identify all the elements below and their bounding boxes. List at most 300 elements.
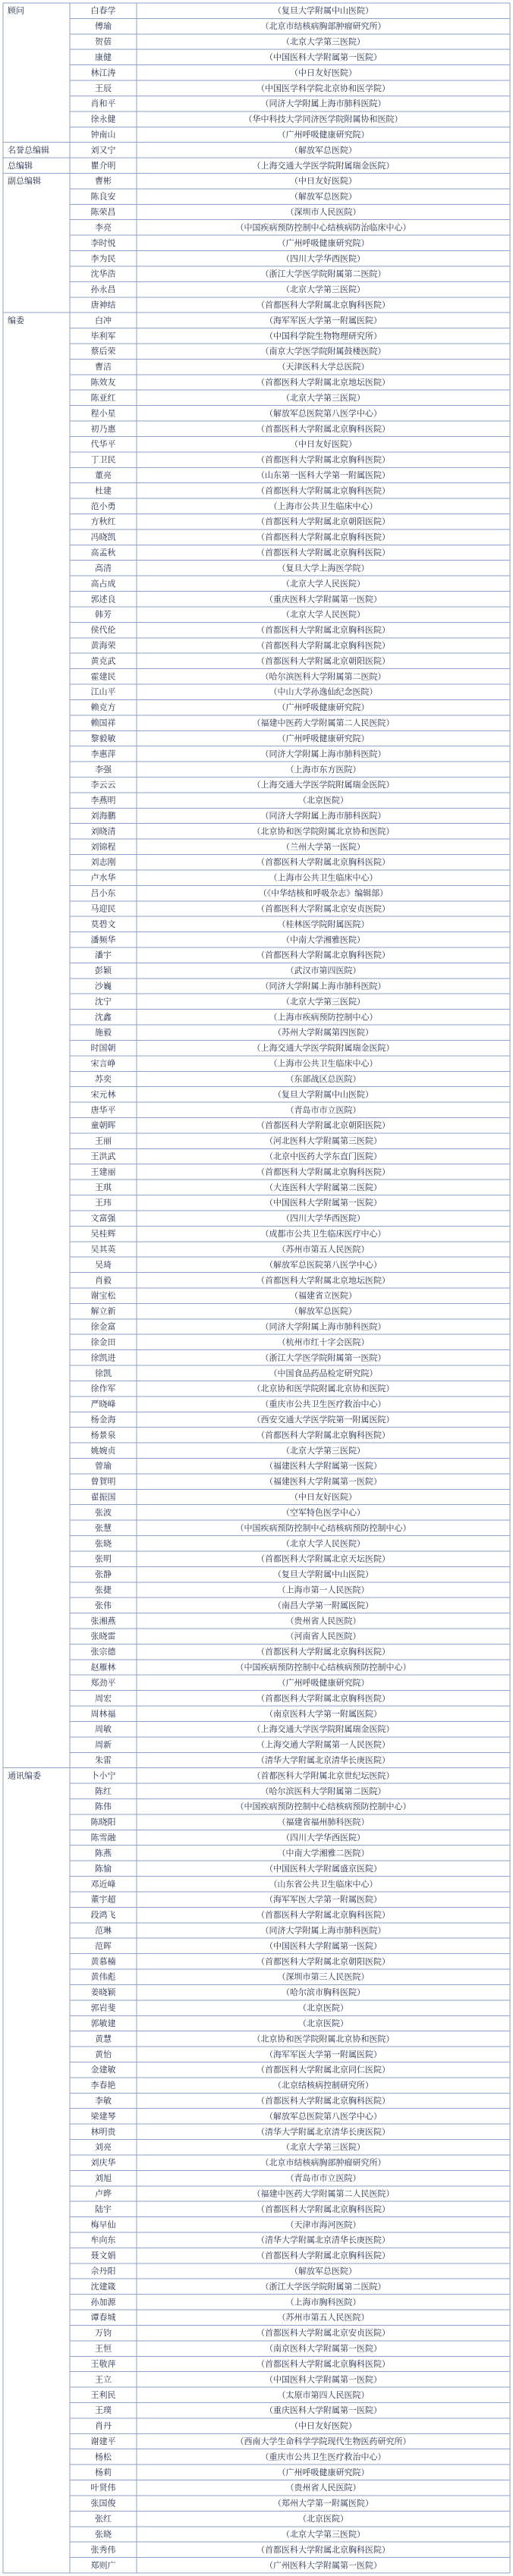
- member-name: 沙巍: [95, 981, 112, 991]
- member-name: 翟振国: [90, 1492, 116, 1503]
- member-name: 代华平: [90, 439, 116, 450]
- member-name: 曹彬: [95, 176, 112, 187]
- member-affiliation: （北京大学第三医院）: [282, 392, 365, 403]
- member-affiliation: （重庆医科大学附属第一医院）: [265, 2405, 382, 2416]
- member-name: 白春学: [90, 5, 116, 16]
- member-name: 范晖: [95, 1940, 112, 1951]
- member-affiliation: （解放军总医院）: [290, 1306, 357, 1317]
- member-name: 刘海鹏: [90, 811, 116, 821]
- member-affiliation: （中南大学湘雅二医院）: [277, 1848, 370, 1858]
- member-affiliation: （首都医科大学附属北京胸科医院）: [256, 1647, 390, 1657]
- member-name: 肖和平: [90, 99, 116, 109]
- member-name: 黎毅敏: [90, 733, 116, 743]
- member-name: 卜小宁: [90, 1770, 116, 1781]
- member-name: 施毅: [95, 1027, 112, 1038]
- section-role-label: 总编辑: [8, 160, 33, 171]
- member-name: 李强: [95, 764, 112, 774]
- member-name: 周林福: [90, 1708, 116, 1719]
- member-name: 马迎民: [90, 903, 116, 914]
- member-affiliation: （郑州大学第一附属医院）: [273, 2498, 373, 2508]
- member-name: 刘锦程: [90, 841, 116, 852]
- member-affiliation: （首都医科大学附属北京胸科医院）: [256, 2096, 390, 2106]
- member-name: 张明: [95, 1553, 112, 1564]
- member-name: 林江涛: [90, 68, 116, 78]
- member-name: 姜晓颖: [90, 1987, 116, 1998]
- member-affiliation: （北京中医药大学东直门医院）: [265, 1151, 382, 1162]
- member-name: 王丽: [95, 1136, 112, 1146]
- member-name: 黄克武: [90, 655, 116, 666]
- member-name: 徐凯: [95, 1368, 112, 1378]
- member-affiliation: （北京大学第三医院）: [282, 2142, 365, 2153]
- member-name: 万钧: [95, 2328, 112, 2339]
- member-name: 梁建琴: [90, 2111, 116, 2122]
- member-affiliation: （首都医科大学附属北京胸科医院）: [256, 1167, 390, 1177]
- member-name: 宋元林: [90, 1089, 116, 1100]
- member-affiliation: （广州呼吸健康研究院）: [277, 733, 370, 743]
- member-affiliation: （苏州大学附属第四医院）: [273, 1027, 373, 1038]
- member-affiliation: （上海市第一人民医院）: [277, 1585, 370, 1595]
- member-affiliation: （四川大学华西医院）: [282, 253, 365, 264]
- member-affiliation: （首都医科大学附属北京胸科医院）: [256, 2544, 390, 2555]
- member-name: 周宏: [95, 1693, 112, 1704]
- member-affiliation: （天津市海河医院）: [285, 2219, 361, 2230]
- member-affiliation: （天津医科大学总医院）: [277, 362, 370, 372]
- member-affiliation: （中国疾病预防控制中心结核病预防控制中心）: [235, 1662, 411, 1673]
- member-affiliation: （河南省人民医院）: [285, 1631, 361, 1641]
- member-name: 陈雪融: [90, 1833, 116, 1843]
- member-affiliation: （中国医科大学附属第一医院）: [265, 52, 382, 62]
- member-affiliation: （青岛市市立医院）: [285, 2173, 361, 2184]
- member-affiliation: （上海市公共卫生临床中心）: [269, 1058, 378, 1069]
- member-name: 刘又宁: [90, 145, 116, 156]
- member-affiliation: （首都医科大学附属北京胸科医院）: [256, 2251, 390, 2261]
- member-name: 刘晓清: [90, 826, 116, 837]
- member-affiliation: （首都医科大学附属北京朝阳医院）: [256, 517, 390, 527]
- member-affiliation: （首都医科大学附属北京胸科医院）: [256, 857, 390, 868]
- member-name: 肖毅: [95, 1275, 112, 1286]
- member-name: 文富强: [90, 1213, 116, 1224]
- member-affiliation: （哈尔滨医科大学附属第二医院）: [260, 671, 386, 682]
- member-name: 霍建民: [90, 671, 116, 682]
- member-name: 徐作军: [90, 1384, 116, 1394]
- member-affiliation: （中国医科大学附属第一医院）: [265, 1940, 382, 1951]
- member-affiliation: （广州医科大学附属第一医院）: [265, 2560, 382, 2571]
- member-affiliation: （兰州大学第一医院）: [282, 841, 365, 852]
- member-name: 郭述良: [90, 594, 116, 605]
- member-affiliation: （北京大学第三医院）: [282, 2529, 365, 2540]
- member-name: 陈红: [95, 1786, 112, 1796]
- member-affiliation: （首都医科大学附属北京地坛医院）: [256, 1275, 390, 1286]
- member-affiliation: （上海市公共卫生临床中心）: [269, 872, 378, 883]
- member-affiliation: （北京大学人民医院）: [282, 609, 365, 620]
- member-name: 李敏: [95, 2096, 112, 2106]
- member-name: 张国俊: [90, 2498, 116, 2508]
- member-name: 张伟: [95, 1600, 112, 1610]
- member-affiliation: （北京大学人民医院）: [282, 578, 365, 589]
- member-name: 王利民: [90, 2389, 116, 2400]
- member-name: 张捷: [95, 1585, 112, 1595]
- member-affiliation: （上海交通大学医学院附属瑞金医院）: [252, 1043, 395, 1054]
- member-affiliation: （首都医科大学附属北京胸科医院）: [256, 454, 390, 465]
- member-affiliation: （中国食品药品检定研究院）: [269, 1368, 378, 1378]
- section-role-label: 编委: [8, 315, 24, 325]
- member-name: 叶贤伟: [90, 2483, 116, 2493]
- member-affiliation: （贵州省人民医院）: [285, 1616, 361, 1626]
- member-name: 莫碧文: [90, 919, 116, 929]
- member-affiliation: （广州呼吸健康研究院）: [277, 702, 370, 713]
- member-affiliation: （北京市结核病胸部肿瘤研究所）: [260, 2157, 386, 2168]
- member-affiliation: （首都医科大学附属北京朝阳医院）: [256, 1956, 390, 1967]
- member-affiliation: （清华大学附属北京清华长庚医院）: [256, 1755, 390, 1765]
- member-affiliation: （福建省福州肺科医院）: [277, 1817, 370, 1827]
- member-affiliation: （首都医科大学附属北京朝阳医院）: [256, 1120, 390, 1131]
- member-affiliation: （福建省立医院）: [290, 1290, 357, 1301]
- member-name: 孙加源: [90, 2297, 116, 2307]
- member-name: 张秀伟: [90, 2544, 116, 2555]
- member-affiliation: （西南大学生命科学学院现代生物医药研究所）: [235, 2436, 411, 2447]
- member-affiliation: （南昌大学第一附属医院）: [273, 1600, 373, 1610]
- member-name: 彭颖: [95, 966, 112, 976]
- member-name: 刘旭: [95, 2173, 112, 2184]
- section-role-label: 通讯编委: [8, 1770, 41, 1781]
- member-affiliation: （深圳市第三人民医院）: [277, 1971, 370, 1982]
- member-affiliation: （重庆市公共卫生医疗救治中心）: [260, 1399, 386, 1409]
- member-affiliation: （哈尔滨市胸科医院）: [282, 1987, 365, 1998]
- member-affiliation: （北京医院）: [298, 2514, 348, 2524]
- member-affiliation: （北京医院）: [298, 2018, 348, 2028]
- member-name: 康健: [95, 52, 112, 62]
- member-affiliation: （空军特色医学中心）: [282, 1507, 365, 1518]
- member-name: 张宗德: [90, 1647, 116, 1657]
- member-affiliation: （北京大学人民医院）: [282, 1538, 365, 1549]
- member-affiliation: （哈尔滨医科大学附属第二医院）: [260, 1786, 386, 1796]
- member-affiliation: （贵州省人民医院）: [285, 2483, 361, 2493]
- member-name: 邓近峰: [90, 1879, 116, 1890]
- member-name: 徐凯进: [90, 1352, 116, 1363]
- member-name: 杨金海: [90, 1414, 116, 1425]
- member-affiliation: （首都医科大学附属北京地坛医院）: [256, 377, 390, 388]
- member-affiliation: （解放军总医院第八医学中心）: [265, 1259, 382, 1270]
- member-name: 沈鑫: [95, 1012, 112, 1023]
- member-affiliation: （苏州市第五人民医院）: [277, 1244, 370, 1255]
- member-affiliation: （北京大学第三医院）: [282, 1445, 365, 1456]
- member-name: 赖克方: [90, 702, 116, 713]
- member-affiliation: （首都医科大学附属北京胸科医院）: [256, 300, 390, 310]
- member-name: 吴桂辉: [90, 1229, 116, 1239]
- member-name: 解立新: [90, 1306, 116, 1317]
- section-role-label: 顾问: [8, 5, 24, 16]
- member-affiliation: （桂林医学院附属医院）: [277, 919, 370, 929]
- member-name: 赖国祥: [90, 718, 116, 728]
- member-affiliation: （浙江大学医学院附属第一医院）: [260, 1352, 386, 1363]
- member-affiliation: （中国医学科学院北京协和医学院）: [256, 83, 390, 93]
- member-affiliation: （首都医科大学附属北京胸科医院）: [256, 950, 390, 960]
- member-affiliation: （北京市结核病胸部肿瘤研究所）: [260, 21, 386, 32]
- member-name: 时国朝: [90, 1043, 116, 1054]
- member-name: 郭敏建: [90, 2018, 116, 2028]
- member-affiliation: （河北医科大学附属第三医院）: [265, 1136, 382, 1146]
- member-name: 陈亚红: [90, 392, 116, 403]
- member-affiliation: （上海市疾病预防控制中心）: [269, 1012, 378, 1023]
- member-name: 周敏: [95, 1724, 112, 1735]
- member-affiliation: （广州呼吸健康研究院）: [277, 2467, 370, 2477]
- member-affiliation: （解放军总医院第八医学中心）: [265, 408, 382, 419]
- member-name: 傅瑜: [95, 21, 112, 32]
- member-affiliation: （首都医科大学附属北京朝阳医院）: [256, 655, 390, 666]
- member-affiliation: （中国疾病预防控制中心结核病预防控制中心）: [235, 1522, 411, 1533]
- member-affiliation: （中日友好医院）: [290, 176, 357, 187]
- member-affiliation: （北京医院）: [298, 795, 348, 806]
- member-name: 刘亮: [95, 2142, 112, 2153]
- member-affiliation: （首都医科大学附属北京同仁医院）: [256, 2065, 390, 2075]
- member-name: 侯代伦: [90, 625, 116, 636]
- member-affiliation: （《中华结核和呼吸杂志》编辑部）: [258, 888, 389, 899]
- member-name: 陈伟: [95, 1802, 112, 1812]
- member-affiliation: （首都医科大学附属北京胸科医院）: [256, 1910, 390, 1921]
- member-name: 高孟秋: [90, 548, 116, 558]
- member-affiliation: （中国医科大学附属第一医院）: [265, 1198, 382, 1208]
- member-name: 蔡后荣: [90, 346, 116, 357]
- member-name: 黄伟彪: [90, 1971, 116, 1982]
- member-affiliation: （中南大学湘雅医院）: [282, 935, 365, 945]
- member-affiliation: （复旦大学附属中山医院）: [273, 5, 373, 16]
- member-affiliation: （四川大学华西医院）: [282, 1213, 365, 1224]
- member-affiliation: （上海市胸科医院）: [285, 2297, 361, 2307]
- member-affiliation: （上海交通大学医学院附属瑞金医院）: [252, 780, 395, 790]
- member-name: 李亮: [95, 222, 112, 233]
- member-affiliation: （南京医科大学附属第一医院）: [265, 2343, 382, 2354]
- member-affiliation: （北京大学第三医院）: [282, 284, 365, 295]
- member-name: 严晓峰: [90, 1399, 116, 1409]
- member-affiliation: （首都医科大学附属北京天坛医院）: [256, 1553, 390, 1564]
- member-name: 沈宁: [95, 996, 112, 1007]
- member-name: 丁卫民: [90, 454, 116, 465]
- member-affiliation: （浙江大学医学院附属第二医院）: [260, 2281, 386, 2292]
- member-name: 张湘燕: [90, 1616, 116, 1626]
- member-affiliation: （首都医科大学附属北京安贞医院）: [256, 2328, 390, 2339]
- member-affiliation: （首都医科大学附属北京世纪坛医院）: [252, 1770, 395, 1781]
- member-affiliation: （大连医科大学附属第二医院）: [265, 1182, 382, 1192]
- member-name: 唐华平: [90, 1104, 116, 1115]
- member-affiliation: （同济大学附属上海市肺科医院）: [260, 99, 386, 109]
- member-name: 张晓: [95, 1538, 112, 1549]
- member-name: 曹洁: [95, 362, 112, 372]
- member-name: 方秋红: [90, 517, 116, 527]
- member-name: 高占成: [90, 578, 116, 589]
- member-affiliation: （解放军总医院）: [290, 2266, 357, 2276]
- member-name: 朱雷: [95, 1755, 112, 1765]
- member-affiliation: （西安交通大学医学院第一附属医院）: [252, 1414, 395, 1425]
- member-name: 王玮: [95, 1198, 112, 1208]
- member-name: 韩芳: [95, 609, 112, 620]
- member-name: 程小星: [90, 408, 116, 419]
- member-affiliation: （华中科技大学同济医学院附属协和医院）: [244, 114, 403, 124]
- member-name: 李为民: [90, 253, 116, 264]
- member-name: 吴琦: [95, 1259, 112, 1270]
- member-affiliation: （复旦大学附属中山医院）: [273, 1089, 373, 1100]
- member-name: 黄慕楠: [90, 1956, 116, 1967]
- member-affiliation: （成都市公共卫生临床医疗中心）: [260, 1229, 386, 1239]
- member-name: 苏奕: [95, 1073, 112, 1084]
- member-name: 高清: [95, 563, 112, 573]
- member-affiliation: （北京大学第三医院）: [282, 36, 365, 47]
- member-affiliation: （复旦大学上海医学院）: [277, 563, 370, 573]
- member-name: 陈晓阳: [90, 1817, 116, 1827]
- member-name: 王建丽: [90, 1167, 116, 1177]
- member-affiliation: （广州呼吸健康研究院）: [277, 237, 370, 248]
- member-name: 张晓: [95, 2529, 112, 2540]
- member-affiliation: （首都医科大学附属北京胸科医院）: [256, 548, 390, 558]
- member-affiliation: （杭州市红十字会医院）: [277, 1337, 370, 1347]
- member-name: 潘频华: [90, 935, 116, 945]
- member-affiliation: （首都医科大学附属北京胸科医院）: [256, 625, 390, 636]
- member-name: 张慧: [95, 1522, 112, 1533]
- member-affiliation: （中日友好医院）: [290, 439, 357, 450]
- member-affiliation: （中日友好医院）: [290, 1492, 357, 1503]
- member-affiliation: （解放军总医院第八医学中心）: [265, 2111, 382, 2122]
- member-name: 黄慧: [95, 2034, 112, 2044]
- member-name: 王辰: [95, 83, 112, 93]
- member-affiliation: （首都医科大学附属北京胸科医院）: [256, 423, 390, 434]
- member-name: 周新: [95, 1739, 112, 1750]
- member-name: 董宇超: [90, 1894, 116, 1905]
- member-name: 毕利军: [90, 331, 116, 341]
- member-name: 唐神结: [90, 300, 116, 310]
- member-name: 段鸿飞: [90, 1910, 116, 1921]
- member-affiliation: （重庆医科大学附属第一医院）: [265, 594, 382, 605]
- member-name: 杨景泉: [90, 1430, 116, 1440]
- member-name: 童朝晖: [90, 1120, 116, 1131]
- member-affiliation: （首都医科大学附属北京胸科医院）: [256, 640, 390, 651]
- member-name: 姚婉贞: [90, 1445, 116, 1456]
- member-affiliation: （福建中医药大学附属第二人民医院）: [252, 718, 395, 728]
- member-name: 王璞: [95, 2405, 112, 2416]
- member-name: 李燕明: [90, 795, 116, 806]
- member-name: 吴其英: [90, 1244, 116, 1255]
- member-name: 贺蓓: [95, 36, 112, 47]
- member-affiliation: （首都医科大学附属北京胸科医院）: [256, 1693, 390, 1704]
- member-name: 林明贵: [90, 2126, 116, 2137]
- member-affiliation: （海军军医大学第一附属医院）: [265, 2049, 382, 2059]
- member-name: 佘丹阳: [90, 2266, 116, 2276]
- member-affiliation: （北京大学第三医院）: [282, 996, 365, 1007]
- member-affiliation: （福建医科大学附属第一医院）: [265, 1476, 382, 1487]
- member-name: 王敬萍: [90, 2358, 116, 2369]
- member-name: 郑劲平: [90, 1677, 116, 1688]
- member-affiliation: （上海市公共卫生临床中心）: [269, 501, 378, 511]
- member-name: 沈华浩: [90, 269, 116, 279]
- member-affiliation: （首都医科大学附属北京胸科医院）: [256, 532, 390, 542]
- member-affiliation: （上海交通大学医学院附属瑞金医院）: [252, 1724, 395, 1735]
- member-name: 张静: [95, 1569, 112, 1580]
- member-name: 冯晓凯: [90, 532, 116, 542]
- member-name: 宋言峥: [90, 1058, 116, 1069]
- member-affiliation: （中日友好医院）: [290, 2420, 357, 2431]
- member-affiliation: （中国疾病预防控制中心结核病防治临床中心）: [235, 222, 411, 233]
- member-affiliation: （北京医院）: [298, 2003, 348, 2013]
- member-name: 张波: [95, 1507, 112, 1518]
- member-name: 张晓雷: [90, 1631, 116, 1641]
- member-affiliation: （同济大学附属上海市肺科医院）: [260, 749, 386, 759]
- member-affiliation: （广州呼吸健康研究院）: [277, 1677, 370, 1688]
- member-name: 徐金田: [90, 1337, 116, 1347]
- member-affiliation: （武汉市第四医院）: [285, 966, 361, 976]
- member-affiliation: （上海交通大学医学院附属瑞金医院）: [252, 160, 395, 171]
- member-name: 张红: [95, 2514, 112, 2524]
- member-name: 徐永健: [90, 114, 116, 124]
- member-affiliation: （同济大学附属上海市肺科医院）: [260, 981, 386, 991]
- member-name: 江山平: [90, 686, 116, 697]
- member-name: 陈燕: [95, 1848, 112, 1858]
- member-affiliation: （深圳市人民医院）: [285, 207, 361, 218]
- member-affiliation: （福建医科大学附属第一医院）: [265, 1461, 382, 1472]
- member-name: 陈良安: [90, 191, 116, 202]
- member-name: 瞿介明: [90, 160, 116, 171]
- member-affiliation: （首都医科大学附属北京胸科医院）: [256, 1430, 390, 1440]
- member-affiliation: （浙江大学医学院附属第二医院）: [260, 269, 386, 279]
- member-affiliation: （同济大学附属上海市肺科医院）: [260, 1925, 386, 1936]
- member-affiliation: （上海市东方医院）: [285, 764, 361, 774]
- member-name: 潘宇: [95, 950, 112, 960]
- member-affiliation: （清华大学附属北京清华长庚医院）: [256, 2235, 390, 2245]
- member-name: 李春艳: [90, 2080, 116, 2091]
- member-affiliation: （北京结核病控制研究所）: [273, 2080, 373, 2091]
- member-name: 郭岩斐: [90, 2003, 116, 2013]
- member-name: 陈愉: [95, 1863, 112, 1874]
- member-name: 郑则广: [90, 2560, 116, 2571]
- member-affiliation: （北京协和医学院附属北京协和医院）: [252, 826, 395, 837]
- member-affiliation: （苏州市第五人民医院）: [277, 2312, 370, 2323]
- member-name: 刘庆华: [90, 2157, 116, 2168]
- member-name: 牟向东: [90, 2235, 116, 2245]
- member-name: 范小勇: [90, 501, 116, 511]
- member-name: 金建敏: [90, 2065, 116, 2075]
- member-affiliation: （上海交通大学附属第一人民医院）: [256, 1739, 390, 1750]
- member-name: 钟南山: [90, 129, 116, 140]
- section-role-label: 名誉总编辑: [8, 145, 49, 156]
- member-affiliation: （山东省公共卫生临床中心）: [269, 1879, 378, 1890]
- member-name: 徐金富: [90, 1321, 116, 1332]
- member-affiliation: （中国科学院生物物理研究所）: [265, 331, 382, 341]
- member-name: 黄怡: [95, 2049, 112, 2059]
- member-affiliation: （中日友好医院）: [290, 68, 357, 78]
- member-affiliation: （清华大学附属北京清华长庚医院）: [256, 2126, 390, 2137]
- member-name: 王琪: [95, 1182, 112, 1192]
- member-affiliation: （中国医科大学附属盛京医院）: [265, 1863, 382, 1874]
- member-affiliation: （解放军总医院）: [290, 145, 357, 156]
- member-name: 李时悦: [90, 237, 116, 248]
- member-name: 沈建箴: [90, 2281, 116, 2292]
- member-affiliation: （中山大学孙逸仙纪念医院）: [269, 686, 378, 697]
- member-affiliation: （北京协和医学院附属北京协和医院）: [252, 1384, 395, 1394]
- member-name: 王立: [95, 2374, 112, 2385]
- member-affiliation: （四川大学华西医院）: [282, 1833, 365, 1843]
- member-affiliation: （海军军医大学第一附属医院）: [265, 315, 382, 325]
- member-name: 王恒: [95, 2343, 112, 2354]
- member-name: 陈效友: [90, 377, 116, 388]
- member-affiliation: （南京医科大学第一附属医院）: [265, 1708, 382, 1719]
- member-name: 梅早仙: [90, 2219, 116, 2230]
- member-affiliation: （首都医科大学附属北京胸科医院）: [256, 2358, 390, 2369]
- member-name: 白冲: [95, 315, 112, 325]
- member-affiliation: （南京大学医学院附属鼓楼医院）: [260, 346, 386, 357]
- member-affiliation: （首都医科大学附属北京胸科医院）: [256, 2204, 390, 2214]
- member-affiliation: （解放军总医院）: [290, 191, 357, 202]
- member-affiliation: （福建中医药大学附属第二人民医院）: [252, 2188, 395, 2199]
- member-name: 杨松: [95, 2452, 112, 2462]
- member-name: 聂文娟: [90, 2251, 116, 2261]
- member-name: 肖丹: [95, 2420, 112, 2431]
